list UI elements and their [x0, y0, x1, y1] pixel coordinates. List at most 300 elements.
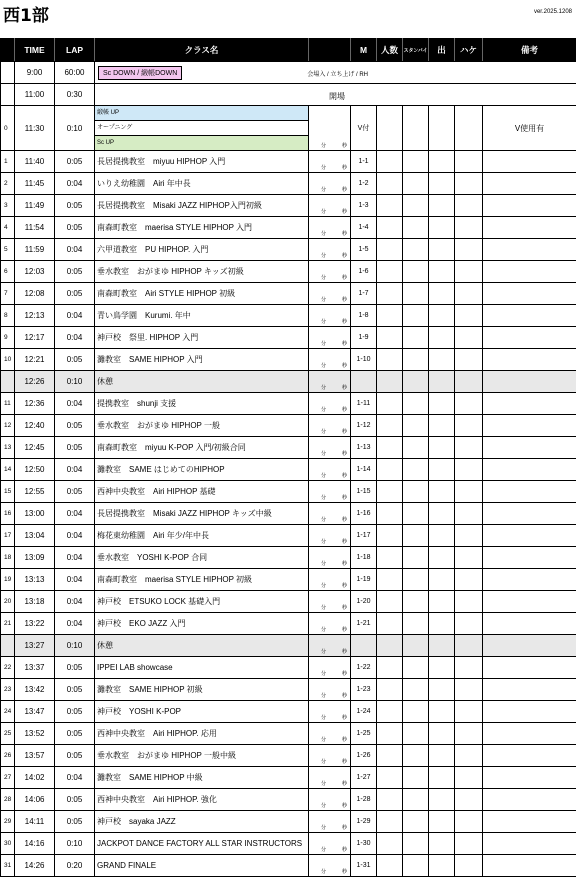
cell-out [429, 305, 455, 327]
cell-note [483, 481, 576, 503]
cell-standby [403, 459, 429, 481]
cell-num: 2 [1, 173, 15, 195]
cell-m: 1-27 [351, 767, 377, 789]
cell-m: 1-7 [351, 283, 377, 305]
fb-min-label: 分 [321, 340, 326, 347]
fb-sec-label: 秒 [342, 736, 347, 743]
cell-m: 1-2 [351, 173, 377, 195]
cell-num: 9 [1, 327, 15, 349]
cell-num: 17 [1, 525, 15, 547]
cell-out [429, 635, 455, 657]
table-row [1, 613, 576, 635]
cell-fb [309, 547, 351, 569]
cell-note [483, 789, 576, 811]
cell-lap: 0:04 [55, 327, 95, 349]
cell-lap: 0:04 [55, 503, 95, 525]
cell-num: 26 [1, 745, 15, 767]
cell-hake [455, 591, 483, 613]
cell-time: 13:04 [15, 525, 55, 547]
cell-note [483, 437, 576, 459]
cell-m: 1-9 [351, 327, 377, 349]
header-note: 備考 [483, 39, 576, 62]
cell-people [377, 635, 403, 657]
cell-fb [309, 679, 351, 701]
cell-class: 南森町教室 maerisa STYLE HIPHOP 入門 [95, 217, 309, 239]
cell-note [483, 723, 576, 745]
cell-out [429, 173, 455, 195]
cell-time: 11:49 [15, 195, 55, 217]
header-hake: ハケ [455, 39, 483, 62]
cell-people [377, 327, 403, 349]
header-time: TIME [15, 39, 55, 62]
cell-lap: 0:10 [55, 635, 95, 657]
cell-standby [403, 591, 429, 613]
cell-standby [403, 239, 429, 261]
cell-note [483, 767, 576, 789]
cell-hake [455, 195, 483, 217]
cell-m: 1-31 [351, 855, 377, 877]
table-row [1, 195, 576, 217]
cell-fb [309, 745, 351, 767]
table-row [1, 591, 576, 613]
cell-people [377, 789, 403, 811]
cell-lap: 0:04 [55, 525, 95, 547]
fb-min-label: 分 [321, 758, 326, 765]
cell-m: 1-10 [351, 349, 377, 371]
cell-time: 13:52 [15, 723, 55, 745]
cell-people [377, 811, 403, 833]
cell-note [483, 613, 576, 635]
cell-people [377, 151, 403, 173]
cell-fb [309, 723, 351, 745]
cell-hake [455, 371, 483, 393]
cell-num: 25 [1, 723, 15, 745]
cell-lap: 0:05 [55, 745, 95, 767]
cell-standby [403, 701, 429, 723]
cell-num: 6 [1, 261, 15, 283]
cell-m: 1-6 [351, 261, 377, 283]
cell-class: GRAND FINALE [95, 855, 309, 877]
cell-class: 灘教室 SAME はじめてのHIPHOP [95, 459, 309, 481]
fb-sec-label: 秒 [342, 868, 347, 875]
cell-people [377, 657, 403, 679]
cell-hake [455, 393, 483, 415]
cell-fb [309, 151, 351, 173]
cell-fb [309, 349, 351, 371]
cell-time: 12:03 [15, 261, 55, 283]
cell-lap: 0:05 [55, 283, 95, 305]
fb-sec-label: 秒 [342, 230, 347, 237]
cell-hake [455, 283, 483, 305]
cell-time: 12:26 [15, 371, 55, 393]
cell-note [483, 327, 576, 349]
fb-sec-label: 秒 [342, 824, 347, 831]
cell-standby [403, 393, 429, 415]
header-lap: LAP [55, 39, 95, 62]
cell-num: 24 [1, 701, 15, 723]
cell-doors [95, 84, 576, 106]
cell-setup [95, 62, 576, 84]
cell-time: 12:08 [15, 283, 55, 305]
cell-time: 12:36 [15, 393, 55, 415]
cell-note [483, 305, 576, 327]
cell-m: 1-19 [351, 569, 377, 591]
cell-standby [403, 657, 429, 679]
cell-fb [309, 613, 351, 635]
cell-lap: 0:04 [55, 239, 95, 261]
opening-label: オープニング [95, 121, 308, 136]
fb-min-label: 分 [321, 582, 326, 589]
fb-min-label: 分 [321, 230, 326, 237]
cell-out [429, 745, 455, 767]
cell-time: 12:55 [15, 481, 55, 503]
table-row-break [1, 371, 576, 393]
fb-sec-label: 秒 [342, 494, 347, 501]
cell-num: 0 [1, 106, 15, 151]
cell-people [377, 437, 403, 459]
cell-fb [309, 437, 351, 459]
cell-out [429, 261, 455, 283]
cell-note [483, 371, 576, 393]
cell-time: 13:18 [15, 591, 55, 613]
cell-people [377, 283, 403, 305]
table-row [1, 657, 576, 679]
cell-m: 1-21 [351, 613, 377, 635]
sc-up-label: Sc UP [95, 136, 308, 150]
fb-sec-label: 秒 [342, 758, 347, 765]
cell-hake [455, 525, 483, 547]
cell-people [377, 679, 403, 701]
cell-num: 13 [1, 437, 15, 459]
cell-class: 垂水教室 おがまゆ HIPHOP 一般中級 [95, 745, 309, 767]
cell-class: 提携教室 shunji 支援 [95, 393, 309, 415]
fb-sec-label: 秒 [342, 714, 347, 721]
cell-time: 9:00 [15, 62, 55, 84]
cell-time: 13:22 [15, 613, 55, 635]
cell-out [429, 723, 455, 745]
cell-time: 11:45 [15, 173, 55, 195]
fb-sec-label: 秒 [342, 406, 347, 413]
cell-out [429, 789, 455, 811]
cell-fb [309, 261, 351, 283]
cell-lap: 0:10 [55, 106, 95, 151]
cell-fb [309, 415, 351, 437]
cell-people [377, 217, 403, 239]
cell-fb [309, 701, 351, 723]
cell-m: 1-30 [351, 833, 377, 855]
cell-standby [403, 855, 429, 877]
cell-standby [403, 613, 429, 635]
cell-lap: 0:04 [55, 305, 95, 327]
cell-fb [309, 283, 351, 305]
cell-standby [403, 217, 429, 239]
cell-people [377, 261, 403, 283]
cell-fb [309, 305, 351, 327]
fb-min-label: 分 [321, 164, 326, 171]
cell-standby [403, 745, 429, 767]
cell-lap: 0:04 [55, 613, 95, 635]
fb-sec-label: 秒 [342, 164, 347, 171]
cell-time: 11:59 [15, 239, 55, 261]
cell-class: 灘教室 SAME HIPHOP 入門 [95, 349, 309, 371]
cell-fb [309, 635, 351, 657]
table-row [1, 481, 576, 503]
cell-standby [403, 525, 429, 547]
cell-note [483, 459, 576, 481]
table-row [1, 767, 576, 789]
cell-note [483, 635, 576, 657]
cell-people [377, 569, 403, 591]
cell-out [429, 415, 455, 437]
cell-out [429, 525, 455, 547]
cell-standby [403, 327, 429, 349]
cell-hake [455, 613, 483, 635]
cell-m: 1-18 [351, 547, 377, 569]
cell-time: 11:30 [15, 106, 55, 151]
cell-standby [403, 481, 429, 503]
cell-num [1, 635, 15, 657]
header-fb [309, 39, 351, 62]
table-row [1, 811, 576, 833]
cell-num: 15 [1, 481, 15, 503]
cell-fb [309, 789, 351, 811]
cell-m: V付 [351, 106, 377, 151]
cell-people [377, 481, 403, 503]
curtain-up-label: 緞帳 UP [95, 106, 308, 121]
cell-fb [309, 327, 351, 349]
cell-m: 1-11 [351, 393, 377, 415]
cell-num: 29 [1, 811, 15, 833]
cell-num: 23 [1, 679, 15, 701]
cell-lap: 0:05 [55, 789, 95, 811]
cell-time: 13:37 [15, 657, 55, 679]
cell-class: 神戸校 祭里. HIPHOP 入門 [95, 327, 309, 349]
cell-lap: 0:10 [55, 833, 95, 855]
cell-hake [455, 789, 483, 811]
cell-people [377, 613, 403, 635]
cell-fb [309, 217, 351, 239]
cell-time: 11:00 [15, 84, 55, 106]
cell-lap: 0:05 [55, 657, 95, 679]
table-row [1, 327, 576, 349]
cell-out [429, 811, 455, 833]
cell-num: 11 [1, 393, 15, 415]
cell-class: 西神中央教室 Airi HIPHOP. 応用 [95, 723, 309, 745]
fb-sec-label: 秒 [342, 208, 347, 215]
cell-m: 1-1 [351, 151, 377, 173]
cell-hake [455, 305, 483, 327]
cell-note [483, 393, 576, 415]
cell-standby [403, 415, 429, 437]
cell-note: V使用有 [483, 106, 576, 151]
cell-people [377, 173, 403, 195]
schedule-table [0, 38, 576, 877]
fb-sec-label: 秒 [342, 538, 347, 545]
cell-num: 21 [1, 613, 15, 635]
cell-m [351, 371, 377, 393]
cell-m: 1-12 [351, 415, 377, 437]
cell-m: 1-20 [351, 591, 377, 613]
table-row [1, 745, 576, 767]
cell-out [429, 459, 455, 481]
cell-hake [455, 811, 483, 833]
cell-standby [403, 723, 429, 745]
cell-note [483, 151, 576, 173]
header-class: クラス名 [95, 39, 309, 62]
table-row [1, 547, 576, 569]
cell-out [429, 151, 455, 173]
cell-fb [309, 657, 351, 679]
cell-time: 12:40 [15, 415, 55, 437]
version-label: ver.2025.1208 [534, 9, 572, 15]
table-row [1, 151, 576, 173]
cell-standby [403, 173, 429, 195]
cell-people [377, 503, 403, 525]
cell-num: 3 [1, 195, 15, 217]
fb-min-label: 分 [321, 296, 326, 303]
doors-label: 開場 [329, 91, 345, 102]
fb-sec-label: 秒 [342, 428, 347, 435]
cell-class: 神戸校 EKO JAZZ 入門 [95, 613, 309, 635]
cell-class: 梅花東幼稚園 Airi 年少/年中長 [95, 525, 309, 547]
table-row [1, 173, 576, 195]
cell-time: 14:16 [15, 833, 55, 855]
fb-min-label: 分 [321, 714, 326, 721]
cell-hake [455, 657, 483, 679]
cell-time: 14:26 [15, 855, 55, 877]
cell-hake [455, 239, 483, 261]
cell-num: 19 [1, 569, 15, 591]
cell-hake [455, 745, 483, 767]
cell-lap: 0:05 [55, 415, 95, 437]
cell-people [377, 833, 403, 855]
fb-sec-label: 秒 [342, 516, 347, 523]
cell-m: 1-17 [351, 525, 377, 547]
cell-out [429, 481, 455, 503]
cell-hake [455, 217, 483, 239]
cell-out [429, 679, 455, 701]
cell-hake [455, 481, 483, 503]
cell-fb [309, 393, 351, 415]
cell-fb [309, 371, 351, 393]
cell-out [429, 195, 455, 217]
fb-min-label: 分 [321, 802, 326, 809]
cell-num: 20 [1, 591, 15, 613]
cell-m: 1-22 [351, 657, 377, 679]
cell-note [483, 569, 576, 591]
cell-class: 六甲道教室 PU HIPHOP. 入門 [95, 239, 309, 261]
cell-note [483, 701, 576, 723]
fb-min-label: 分 [321, 516, 326, 523]
cell-lap: 0:04 [55, 173, 95, 195]
cell-fb [309, 855, 351, 877]
fb-min-label: 分 [321, 450, 326, 457]
cell-num: 31 [1, 855, 15, 877]
cell-fb: 分 秒 [309, 106, 351, 151]
table-row [1, 217, 576, 239]
cell-out [429, 393, 455, 415]
cell-standby [403, 635, 429, 657]
cell-num: 27 [1, 767, 15, 789]
cell-class: 南森町教室 maerisa STYLE HIPHOP 初級 [95, 569, 309, 591]
cell-class: 西神中央教室 Airi HIPHOP 基礎 [95, 481, 309, 503]
cell-lap: 0:04 [55, 569, 95, 591]
fb-min-label: 分 [321, 252, 326, 259]
fb-min-label: 分 [321, 780, 326, 787]
cell-num: 10 [1, 349, 15, 371]
table-row-setup [1, 62, 576, 84]
cell-num: 22 [1, 657, 15, 679]
cell-time: 13:00 [15, 503, 55, 525]
cell-note [483, 195, 576, 217]
cell-lap: 0:20 [55, 855, 95, 877]
cell-note [483, 833, 576, 855]
table-row [1, 239, 576, 261]
cell-people [377, 459, 403, 481]
cell-lap: 0:10 [55, 371, 95, 393]
cell-fb [309, 811, 351, 833]
table-row-doors [1, 84, 576, 106]
cell-class: 南森町教室 Airi STYLE HIPHOP 初級 [95, 283, 309, 305]
cell-standby [403, 261, 429, 283]
cell-note [483, 173, 576, 195]
fb-sec-label: 秒 [342, 604, 347, 611]
cell-note [483, 503, 576, 525]
cell-fb [309, 591, 351, 613]
cell-note [483, 591, 576, 613]
cell-note [483, 525, 576, 547]
cell-people [377, 349, 403, 371]
cell-lap: 0:04 [55, 459, 95, 481]
fb-sec-label: 秒 [342, 802, 347, 809]
cell-out [429, 767, 455, 789]
cell-class: 南森町教室 miyuu K-POP 入門/初級合同 [95, 437, 309, 459]
header-out: 出 [429, 39, 455, 62]
cell-num: 7 [1, 283, 15, 305]
sc-down-badge: Sc DOWN / 緞帳DOWN [98, 66, 182, 80]
cell-lap: 0:04 [55, 591, 95, 613]
fb-sec-label: 秒 [342, 582, 347, 589]
cell-people [377, 701, 403, 723]
cell-num: 16 [1, 503, 15, 525]
fb-min-label: 分 [321, 538, 326, 545]
fb-sec-label: 秒 [342, 692, 347, 699]
cell-note [483, 811, 576, 833]
fb-sec-label: 秒 [342, 384, 347, 391]
cell-m: 1-13 [351, 437, 377, 459]
fb-min-label: 分 [321, 604, 326, 611]
cell-fb [309, 173, 351, 195]
cell-hake [455, 173, 483, 195]
cell-hake [455, 767, 483, 789]
cell-lap: 0:05 [55, 349, 95, 371]
cell-hake [455, 151, 483, 173]
table-row [1, 283, 576, 305]
cell-out [429, 283, 455, 305]
cell-opening [95, 106, 309, 151]
cell-lap: 0:30 [55, 84, 95, 106]
cell-hake [455, 701, 483, 723]
cell-time: 11:40 [15, 151, 55, 173]
cell-hake [455, 833, 483, 855]
header-standby: スタンバイ [403, 39, 429, 62]
cell-people [377, 855, 403, 877]
fb-min-label: 分 [321, 868, 326, 875]
cell-note [483, 745, 576, 767]
cell-standby [403, 151, 429, 173]
cell-class: 垂水教室 YOSHI K-POP 合同 [95, 547, 309, 569]
cell-note [483, 679, 576, 701]
